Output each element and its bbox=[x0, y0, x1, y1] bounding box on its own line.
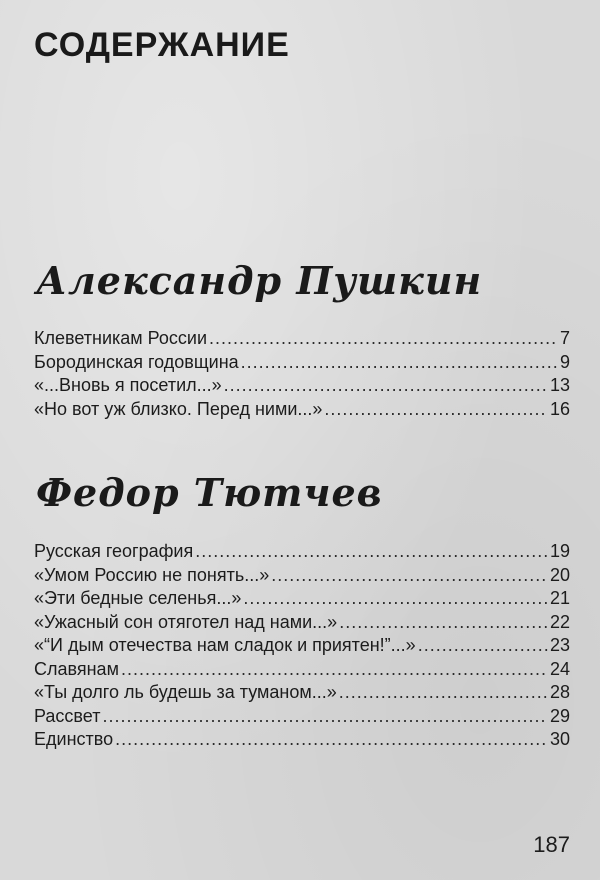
toc-entry-title: Бородинская годовщина bbox=[34, 351, 239, 372]
toc-entry-page: 13 bbox=[549, 375, 570, 395]
author-heading-pushkin: Александр Пушкин bbox=[36, 258, 483, 303]
toc-entry-title: «Ужасный сон отяготел над нами...» bbox=[34, 611, 338, 632]
toc-entry-page: 30 bbox=[549, 729, 570, 749]
toc-entry bbox=[34, 327, 570, 351]
toc-entry-page: 16 bbox=[549, 398, 570, 419]
toc-entry-page: 7 bbox=[559, 328, 570, 348]
toc-entry-title: «Ты долго ль будешь за туманом...» bbox=[34, 682, 337, 702]
toc-entry bbox=[34, 374, 570, 398]
dot-leader bbox=[121, 658, 548, 682]
toc-entry-title: Рассвет bbox=[34, 705, 101, 726]
toc-list-tyutchev bbox=[34, 540, 570, 752]
dot-leader bbox=[324, 398, 548, 422]
toc-entry-page: 19 bbox=[549, 541, 570, 561]
toc-entry bbox=[34, 611, 570, 635]
toc-entry-page: 20 bbox=[549, 564, 570, 585]
toc-entry bbox=[34, 398, 570, 422]
toc-entry bbox=[34, 728, 570, 752]
dot-leader bbox=[241, 351, 558, 375]
toc-entry-title: «“И дым отечества нам сладок и приятен!”...» bbox=[34, 635, 416, 655]
dot-leader bbox=[339, 611, 548, 635]
toc-entry-title: Единство bbox=[34, 729, 114, 749]
dot-leader bbox=[243, 587, 548, 611]
author-heading-tyutchev: Федор Тютчев bbox=[36, 470, 383, 515]
toc-entry-title: «...Вновь я посетил...» bbox=[34, 375, 222, 395]
toc-entry bbox=[34, 587, 570, 611]
toc-entry bbox=[34, 351, 570, 375]
dot-leader bbox=[195, 540, 548, 564]
toc-entry bbox=[34, 564, 570, 588]
dot-leader bbox=[224, 374, 548, 398]
toc-entry-title: Русская география bbox=[34, 541, 194, 561]
dot-leader bbox=[115, 728, 548, 752]
toc-entry bbox=[34, 705, 570, 729]
page-number: 187 bbox=[533, 832, 570, 857]
toc-entry-page: 21 bbox=[549, 588, 570, 608]
page-title: СОДЕРЖАНИЕ bbox=[34, 26, 290, 64]
dot-leader bbox=[271, 564, 548, 588]
toc-entry-title: Славянам bbox=[34, 658, 119, 679]
dot-leader bbox=[339, 681, 548, 705]
toc-entry-page: 9 bbox=[559, 351, 570, 372]
toc-entry-page: 22 bbox=[549, 611, 570, 632]
toc-entry-title: «Умом Россию не понять...» bbox=[34, 564, 270, 585]
toc-entry-title: Клеветникам России bbox=[34, 328, 208, 348]
toc-entry-page: 28 bbox=[549, 682, 570, 702]
toc-entry bbox=[34, 658, 570, 682]
toc-list-pushkin bbox=[34, 327, 570, 421]
toc-entry-page: 29 bbox=[549, 705, 570, 726]
toc-entry bbox=[34, 540, 570, 564]
dot-leader bbox=[102, 705, 548, 729]
toc-entry-title: «Но вот уж близко. Перед ними...» bbox=[34, 398, 323, 419]
toc-entry-page: 23 bbox=[549, 635, 570, 655]
toc-entry bbox=[34, 634, 570, 658]
toc-entry bbox=[34, 681, 570, 705]
dot-leader bbox=[418, 634, 548, 658]
dot-leader bbox=[209, 327, 558, 351]
toc-entry-title: «Эти бедные селенья...» bbox=[34, 588, 242, 608]
toc-entry-page: 24 bbox=[549, 658, 570, 679]
